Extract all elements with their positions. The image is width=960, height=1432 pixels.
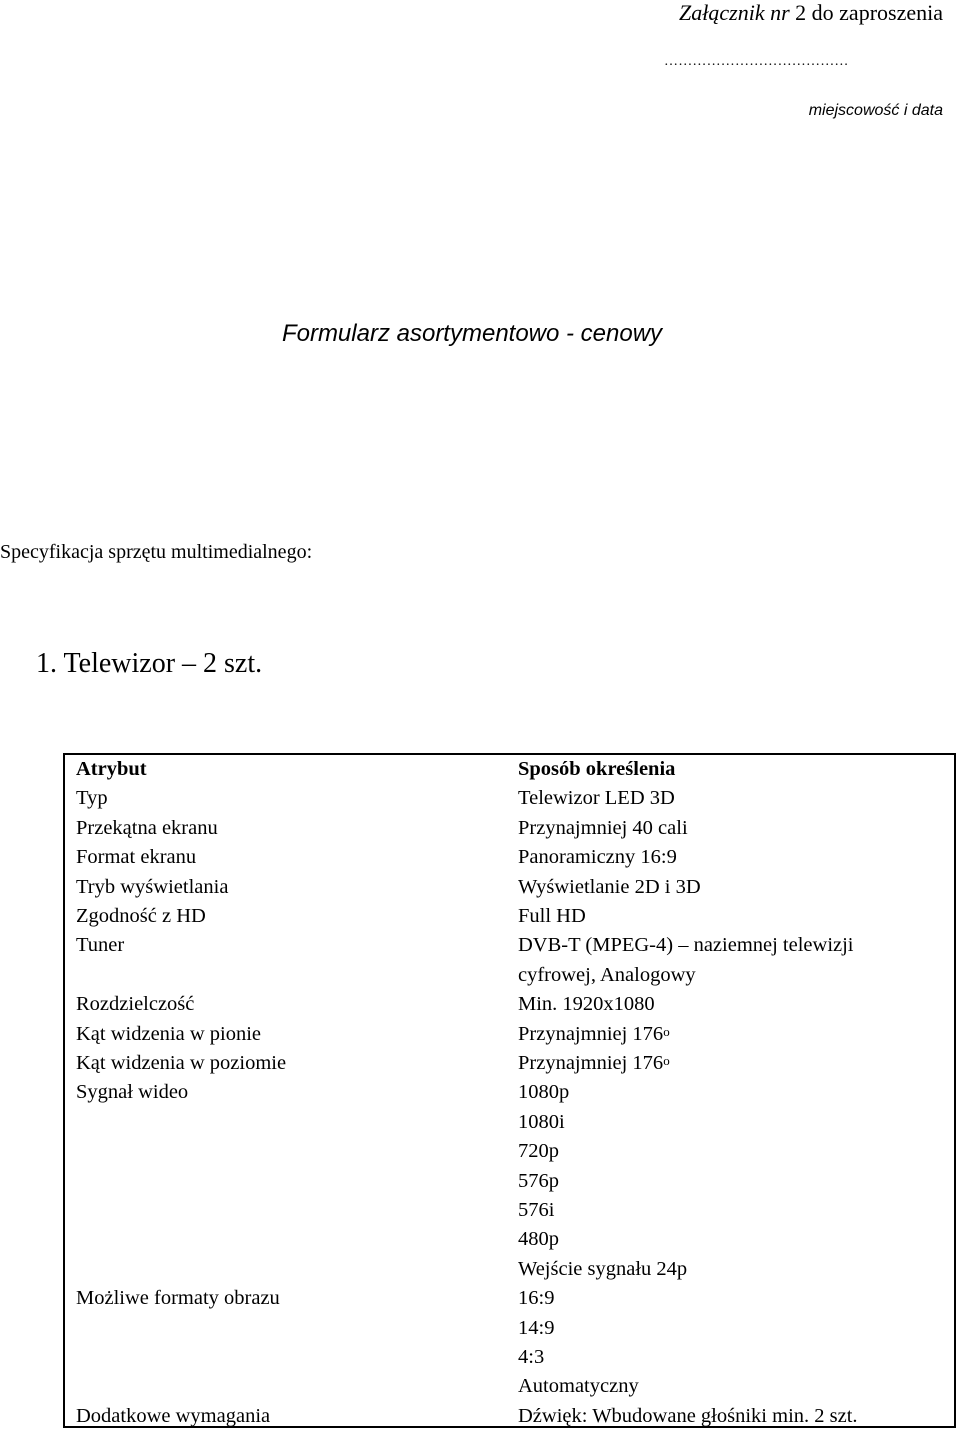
degree-superscript: o (663, 1053, 670, 1068)
row-attr: Format ekranu (76, 846, 197, 869)
row-value (518, 1049, 670, 1078)
attachment-label (679, 0, 943, 26)
row-value-line: 1080i (518, 1110, 565, 1133)
row-attr: Tryb wyświetlania (76, 875, 229, 898)
row-attr: Sygnał wideo (76, 1081, 189, 1104)
row-value: Przynajmniej 40 cali (518, 816, 688, 839)
item-heading: 1. Telewizor – 2 szt. (36, 648, 263, 679)
row-value-line: 576p (518, 1169, 559, 1192)
attachment-label-rest: 2 do zaproszenia (795, 0, 943, 25)
row-value: Telewizor LED 3D (518, 787, 675, 810)
row-attr: Dodatkowe wymagania (76, 1404, 271, 1427)
row-value-line: cyfrowej, Analogowy (518, 963, 696, 986)
row-value-text: Przynajmniej 176 (518, 1022, 664, 1045)
row-attr: Kąt widzenia w poziomie (76, 1052, 287, 1074)
row-value-line: 1080p (518, 1081, 570, 1104)
row-attr: Możliwe formaty obrazu (76, 1287, 280, 1310)
place-date-label: miejscowość i data (808, 102, 943, 119)
row-value-line: 4:3 (518, 1345, 545, 1368)
row-value (518, 1020, 670, 1049)
row-value-line: Wejście sygnału 24p (518, 1257, 688, 1280)
row-value-line: 16:9 (518, 1287, 555, 1310)
row-attr: Przekątna ekranu (76, 816, 218, 839)
spec-heading: Specyfikacja sprzętu multimedialnego: (0, 541, 313, 563)
row-value-line: 480p (518, 1228, 559, 1251)
row-value-line: Automatyczny (518, 1375, 639, 1398)
row-value-line: 14:9 (518, 1316, 555, 1339)
row-value: Dźwięk: Wbudowane głośniki min. 2 szt. (518, 1404, 858, 1427)
row-value-text: Przynajmniej 176 (518, 1052, 664, 1074)
row-value: Min. 1920x1080 (518, 993, 655, 1016)
header-col-attribute: Atrybut (76, 758, 147, 780)
form-title: Formularz asortymentowo - cenowy (281, 320, 663, 347)
attachment-label-italic: Załącznik nr (679, 0, 790, 25)
degree-superscript: o (663, 1023, 670, 1039)
row-value: Full HD (518, 905, 586, 927)
row-attr: Rozdzielczość (76, 993, 195, 1016)
row-attr: Typ (76, 787, 108, 810)
header-col-method: Sposób określenia (518, 758, 676, 780)
row-value: Panoramiczny 16:9 (518, 846, 677, 869)
row-value-line: DVB-T (MPEG-4) – naziemnej telewizji (518, 934, 854, 957)
spec-table (63, 753, 956, 1428)
place-date-dots: ………………………………… (664, 54, 849, 69)
row-value: Wyświetlanie 2D i 3D (518, 875, 701, 898)
row-attr: Tuner (76, 934, 125, 957)
row-value-line: 576i (518, 1198, 555, 1221)
row-value-line: 720p (518, 1140, 559, 1163)
row-attr: Kąt widzenia w pionie (76, 1022, 262, 1045)
row-attr: Zgodność z HD (76, 905, 206, 927)
